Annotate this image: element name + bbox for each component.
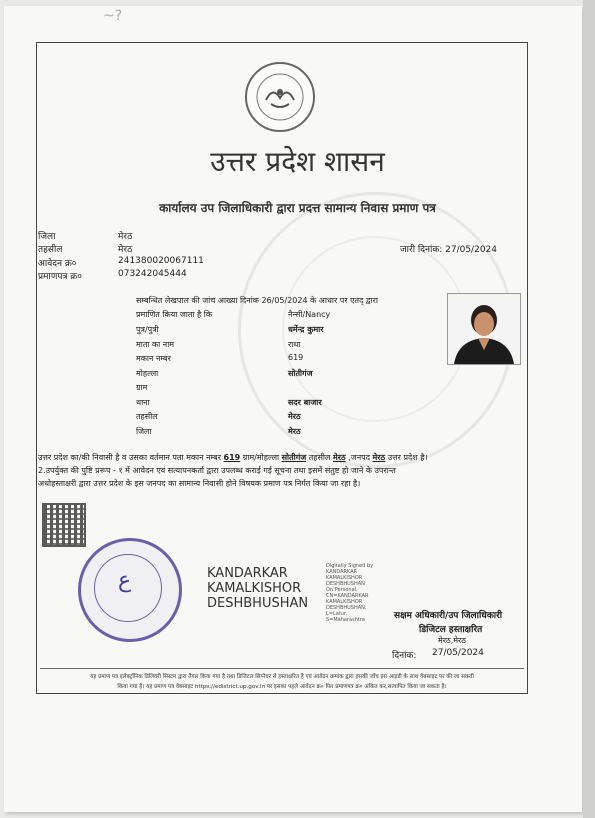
signer-name-line-2: KAMALKISHOR xyxy=(207,581,302,596)
field-label-tehsil: तहसील xyxy=(38,245,63,255)
statement-part-e: उत्तर प्रदेश है। xyxy=(385,453,428,462)
issuance-statement: अधोहस्ताक्षरी द्वारा उत्तर प्रदेश के इस जनपद का सामान्य निवासी होने विषयक प्रमाण पत्र निर्गत किया जा रहा है। xyxy=(38,479,361,488)
qr-code xyxy=(42,503,86,547)
field-label-certificate-no: प्रमाणपत्र क्र० xyxy=(38,272,82,282)
field-value-mohalla: सोतीगंज xyxy=(288,369,313,378)
field-value-tehsil-2: मेरठ xyxy=(288,412,301,421)
intro-line: सम्बन्धित लेखपाल की जांच आख्या दिनांक 26/05/2024 के आधार पर एतद् द्वारा xyxy=(136,296,378,305)
field-label-parent: पुत्र/पुत्री xyxy=(136,325,159,334)
digital-sign-line: L=Latur, xyxy=(326,611,348,617)
digital-sign-line: DESHBHUSHAN xyxy=(326,581,365,587)
sign-place: मेरठ,मेरठ xyxy=(438,636,466,645)
field-label-district-2: जिला xyxy=(136,427,152,436)
digital-sign-line: KANDARKAR xyxy=(326,569,358,575)
field-label-village: ग्राम xyxy=(136,383,148,392)
statement-part-b: ग्राम/मोहल्ला xyxy=(240,453,282,462)
digital-sign-line: KAMALKISHOR xyxy=(326,575,363,581)
statement-house-no: 619 xyxy=(223,453,241,462)
field-label-district: जिला xyxy=(38,232,56,242)
footer-divider xyxy=(40,668,524,669)
statement-tehsil: मेरठ xyxy=(332,453,346,462)
officer-title: सक्षम अधिकारी/उप जिलाधिकारी xyxy=(394,611,503,621)
field-label-mohalla: मोहल्ला xyxy=(136,369,159,378)
page-edge xyxy=(583,0,595,818)
footer-note xyxy=(40,672,524,692)
digital-sign-line: Digitally Signed by xyxy=(326,563,374,569)
applicant-name: नैन्सी/Nancy xyxy=(288,310,331,319)
field-label-application-no: आवेदन क्र० xyxy=(38,259,77,269)
footer-line-2: किया गया है। यह प्रमाण पत्र वेबसाइट https://edistrict.up.gov.in पर इसका पहले आवेदन क्र० फिर प्रमाणपत्र क्र० अंकित कर,सत्यापित किया जा सकता है। xyxy=(117,684,447,690)
footer-line-1: यह प्रमाण पत्र इलेक्ट्रॉनिक डिलिवरी सिस्टम द्वारा तैयार किया गया है तथा डिजिटल सिग्नेचर से हस्ताक्षरित है एवं आवेदन क्रमांक द्वारा इसकी जाँच इस आइडी के साथ वेबसाइट पर की जा सकती xyxy=(90,674,474,680)
field-value-tehsil: मेरठ xyxy=(118,245,133,255)
applicant-photo xyxy=(447,293,521,365)
sign-date-label: दिनांक: xyxy=(392,651,417,661)
field-label-police-station: थाना xyxy=(136,398,150,407)
signer-name xyxy=(207,566,308,611)
field-label-mother: माता का नाम xyxy=(136,340,175,349)
digital-sign-line: On:Personal, xyxy=(326,587,358,593)
statement-part-c: तहसील xyxy=(306,453,333,462)
digital-sign-line: DESHBHUSHAN, xyxy=(326,605,367,611)
field-value-application-no: 241380020067111 xyxy=(118,256,204,266)
field-value-certificate-no: 073242045444 xyxy=(118,269,187,279)
statement-part-a: उत्तर प्रदेश का/की निवासी है व उसका वर्तमान पता मकान नम्बर xyxy=(38,453,224,462)
verification-statement: 2.उपर्युक्त की पुष्टि प्ररूप - १ में आवेदन एवं सत्यापनकर्ता द्वारा उपलब्ध कराई गई सूचना तथा इसमें संतुष्ट हो जाने के उपरान्त xyxy=(38,466,396,475)
field-value-district-2: मेरठ xyxy=(288,427,301,436)
statement-part-d: ,जनपद xyxy=(345,453,373,462)
field-label-tehsil-2: तहसील xyxy=(136,412,158,421)
field-value-house-no: 619 xyxy=(288,353,304,362)
field-value-police-station: सदर बाजार xyxy=(288,398,322,407)
page-title: उत्तर प्रदेश शासन xyxy=(210,145,385,178)
handwritten-mark: ~? xyxy=(103,8,123,24)
digital-signature-details xyxy=(326,563,373,623)
digital-sign-line: S=Maharashtra xyxy=(326,617,365,623)
certificate-subtitle: कार्यालय उप जिलाधिकारी द्वारा प्रदत्त सामान्य निवास प्रमाण पत्र xyxy=(159,201,436,215)
statement-district: मेरठ xyxy=(372,453,386,462)
signer-name-line-1: KANDARKAR xyxy=(207,566,288,581)
up-government-emblem xyxy=(245,62,315,132)
issue-date: जारी दिनांक: 27/05/2024 xyxy=(400,245,497,255)
field-label-house-no: मकान नम्बर xyxy=(136,354,171,363)
field-value-mother: राधा xyxy=(288,340,301,349)
signer-name-line-3: DESHBHUSHAN xyxy=(207,596,309,611)
statement-mohalla: सोतीगंज xyxy=(281,453,307,462)
field-value-district: मेरठ xyxy=(118,232,133,242)
field-value-parent: धर्मेन्द्र कुमार xyxy=(288,325,324,334)
digitally-signed-label: डिजिटल हस्ताक्षरित xyxy=(419,625,483,635)
digital-sign-line: KAMALKISHOR xyxy=(326,599,363,605)
intro-certify-label: प्रमाणित किया जाता है कि xyxy=(136,310,213,319)
seal-signature-mark: ع xyxy=(118,568,132,593)
digital-sign-line: CN=KANDARKAR xyxy=(326,593,369,599)
sign-date-value: 27/05/2024 xyxy=(432,648,484,658)
residence-statement xyxy=(38,452,524,463)
